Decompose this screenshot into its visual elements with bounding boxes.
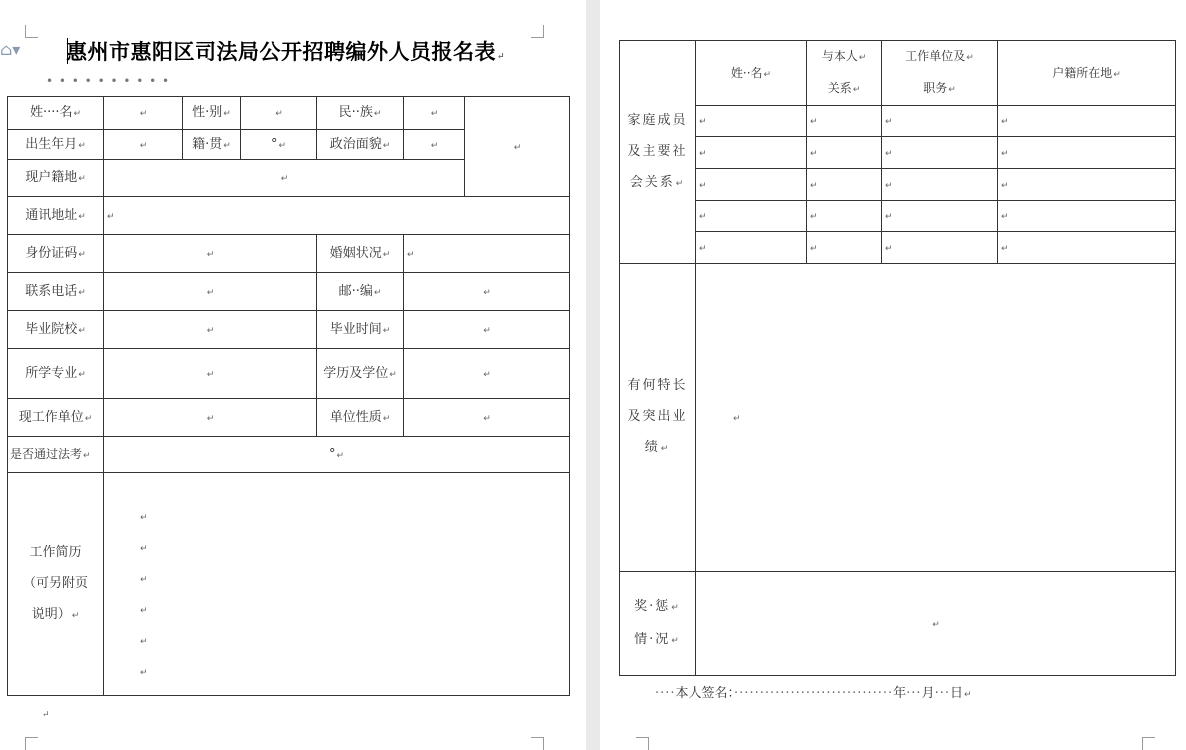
rewards-input[interactable]: ↵ bbox=[696, 572, 1176, 676]
phone-label: 联系电话↵ bbox=[8, 273, 104, 311]
address-input[interactable]: ↵ bbox=[104, 197, 570, 235]
major-label: 所学专业↵ bbox=[8, 349, 104, 399]
household-label: 现户籍地↵ bbox=[8, 160, 104, 197]
name-input[interactable]: ↵ bbox=[104, 97, 183, 130]
crop-mark-bottom-left bbox=[636, 737, 649, 750]
school-label: 毕业院校↵ bbox=[8, 311, 104, 349]
employer-type-input[interactable]: ↵ bbox=[404, 399, 570, 437]
family-employer-input[interactable]: ↵ bbox=[882, 169, 998, 201]
birth-label: 出生年月↵ bbox=[8, 130, 104, 160]
family-residence-input[interactable]: ↵ bbox=[998, 137, 1176, 169]
family-residence-header: 户籍所在地↵ bbox=[998, 41, 1176, 106]
crop-mark-top-left bbox=[25, 25, 38, 38]
registration-form-table bbox=[7, 96, 570, 696]
family-name-header: 姓··名↵ bbox=[696, 41, 807, 106]
family-name-input[interactable]: ↵ bbox=[696, 137, 807, 169]
family-name-input[interactable]: ↵ bbox=[696, 201, 807, 232]
work-history-paragraph-marks: ↵ ↵ ↵ ↵ ↵ ↵ bbox=[140, 513, 148, 678]
graduation-time-label: 毕业时间↵ bbox=[317, 311, 404, 349]
family-employer-input[interactable]: ↵ bbox=[882, 106, 998, 137]
employer-type-label: 单位性质↵ bbox=[317, 399, 404, 437]
family-relations-table bbox=[619, 40, 1176, 676]
postcode-label: 邮··编↵ bbox=[317, 273, 404, 311]
trailing-paragraph-mark: ↵ bbox=[42, 710, 50, 720]
specialty-input[interactable]: ↵ bbox=[696, 264, 1176, 572]
rewards-label: 奖·惩↵ 情·况↵ bbox=[620, 572, 696, 676]
family-residence-input[interactable]: ↵ bbox=[998, 201, 1176, 232]
crop-mark-bottom-right bbox=[531, 737, 544, 750]
ethnicity-label: 民··族↵ bbox=[317, 97, 404, 130]
family-name-input[interactable]: ↵ bbox=[696, 169, 807, 201]
family-employer-input[interactable]: ↵ bbox=[882, 232, 998, 264]
political-status-input[interactable]: ↵ bbox=[404, 130, 465, 160]
family-name-input[interactable]: ↵ bbox=[696, 106, 807, 137]
id-number-label: 身份证码↵ bbox=[8, 235, 104, 273]
name-label: 姓····名↵ bbox=[8, 97, 104, 130]
crop-mark-bottom-left bbox=[25, 737, 38, 750]
political-status-label: 政治面貌↵ bbox=[317, 130, 404, 160]
family-employer-header: 工作单位及↵ 职务↵ bbox=[882, 41, 998, 106]
left-page bbox=[0, 0, 586, 750]
family-residence-input[interactable]: ↵ bbox=[998, 106, 1176, 137]
degree-label: 学历及学位↵ bbox=[317, 349, 404, 399]
birth-input[interactable]: ↵ bbox=[104, 130, 183, 160]
phone-input[interactable]: ↵ bbox=[104, 273, 317, 311]
photo-cell[interactable]: ↵ bbox=[465, 97, 570, 197]
bar-exam-input[interactable]: °↵ bbox=[104, 437, 570, 473]
marital-status-label: 婚姻状况↵ bbox=[317, 235, 404, 273]
page-title[interactable]: 惠州市惠阳区司法局公开招聘编外人员报名表↵ bbox=[66, 39, 506, 64]
gender-input[interactable]: ↵ bbox=[241, 97, 317, 130]
ethnicity-input[interactable]: ↵ bbox=[404, 97, 465, 130]
family-relation-input[interactable]: ↵ bbox=[807, 106, 882, 137]
family-residence-input[interactable]: ↵ bbox=[998, 232, 1176, 264]
marital-status-input[interactable]: ↵ bbox=[404, 235, 570, 273]
family-employer-input[interactable]: ↵ bbox=[882, 137, 998, 169]
id-number-input[interactable]: ↵ bbox=[104, 235, 317, 273]
navigation-pane-icon[interactable]: ⌂▾ bbox=[0, 40, 21, 59]
signature-line[interactable]: ····本人签名：·······························年···月···日↵ bbox=[655, 686, 972, 701]
degree-input[interactable]: ↵ bbox=[404, 349, 570, 399]
school-input[interactable]: ↵ bbox=[104, 311, 317, 349]
address-label: 通讯地址↵ bbox=[8, 197, 104, 235]
employer-label: 现工作单位↵ bbox=[8, 399, 104, 437]
native-place-label: 籍·贯↵ bbox=[183, 130, 241, 160]
crop-mark-top-right bbox=[531, 25, 544, 38]
family-members-label: 家庭成员 及主要社 会关系↵ bbox=[620, 41, 696, 264]
work-history-label: 工作简历 （可另附页 说明）↵ bbox=[8, 473, 104, 696]
title-underline-dots: • • • • • • • • • • bbox=[46, 74, 171, 88]
work-history-input[interactable] bbox=[104, 473, 570, 696]
family-relation-input[interactable]: ↵ bbox=[807, 169, 882, 201]
gender-label: 性·别↵ bbox=[183, 97, 241, 130]
native-place-input[interactable]: °↵ bbox=[241, 130, 317, 160]
family-employer-input[interactable]: ↵ bbox=[882, 201, 998, 232]
family-relation-input[interactable]: ↵ bbox=[807, 137, 882, 169]
specialty-label: 有何特长 及突出业 绩↵ bbox=[620, 264, 696, 572]
family-residence-input[interactable]: ↵ bbox=[998, 169, 1176, 201]
employer-input[interactable]: ↵ bbox=[104, 399, 317, 437]
family-name-input[interactable]: ↵ bbox=[696, 232, 807, 264]
bar-exam-label: 是否通过法考↵ bbox=[8, 437, 104, 473]
crop-mark-bottom-right bbox=[1142, 737, 1155, 750]
household-input[interactable]: ↵ bbox=[104, 160, 465, 197]
major-input[interactable]: ↵ bbox=[104, 349, 317, 399]
family-relation-header: 与本人↵ 关系↵ bbox=[807, 41, 882, 106]
family-relation-input[interactable]: ↵ bbox=[807, 201, 882, 232]
family-relation-input[interactable]: ↵ bbox=[807, 232, 882, 264]
postcode-input[interactable]: ↵ bbox=[404, 273, 570, 311]
graduation-time-input[interactable]: ↵ bbox=[404, 311, 570, 349]
